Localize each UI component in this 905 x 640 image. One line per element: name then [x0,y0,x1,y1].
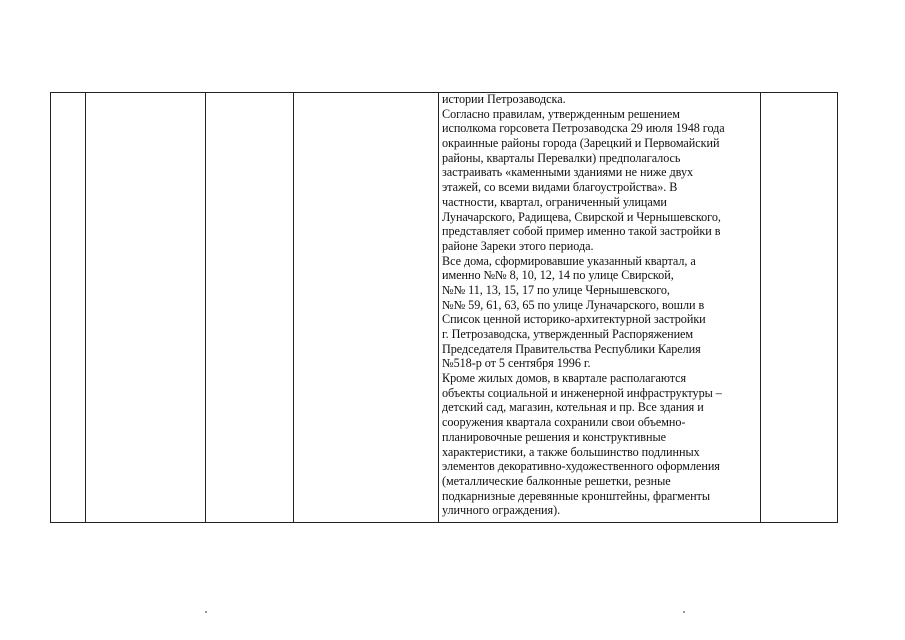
column-divider-5 [760,92,761,523]
text-line: этажей, со всеми видами благоустройства». В [442,180,678,195]
text-line: Список ценной историко-архитектурной застройки [442,312,706,327]
text-line: районе Зареки этого периода. [442,238,594,253]
text-line: г. Петрозаводска, утвержденный Распоряжением [442,327,694,341]
scan-speck [683,611,685,613]
text-line: элементов декоративно-художественного оформления [442,459,720,474]
text-line: районы, кварталы Перевалки) предполагалось [442,150,681,165]
text-line: Все дома, сформировавшие указанный квартал, а [442,253,696,268]
text-line: истории Петрозаводска. [442,92,566,106]
text-line: (металлические балконные решетки, резные [442,473,671,488]
text-line: Согласно правилам, утвержденным решением [442,106,680,121]
text-line: частности, квартал, ограниченный улицами [442,194,667,209]
text-line: детский сад, магазин, котельная и пр. Все здания и [442,400,704,415]
column-divider-3 [293,92,294,523]
text-line: исполкома горсовета Петрозаводска 29 июля 1948 года [442,121,725,136]
text-line: Кроме жилых домов, в квартале располагаются [442,371,687,386]
column-divider-2 [205,92,206,523]
text-line: окраинные районы города (Зарецкий и Первомайский [442,136,720,151]
scan-speck [205,611,207,613]
text-line: характеристики, а также большинство подлинных [442,444,700,459]
text-line: сооружения квартала сохранили свои объемно- [442,415,686,430]
text-line: Председателя Правительства Республики Карелия [442,341,701,356]
text-line: №518-р от 5 сентября 1996 г. [442,356,591,371]
description-cell [442,92,760,518]
text-line: №№ 11, 13, 15, 17 по улице Чернышевского, [442,282,670,297]
text-line: объекты социальной и инженерной инфраструктуры – [442,385,722,400]
text-line: подкарнизные деревянные кронштейны, фрагменты [442,488,710,503]
column-divider-4 [438,92,439,523]
text-line: планировочные решения и конструктивные [442,429,666,444]
column-divider-1 [85,92,86,523]
text-line: застраивать «каменными зданиями не ниже двух [442,165,694,180]
text-line: уличного ограждения). [442,503,561,518]
text-line: именно №№ 8, 10, 12, 14 по улице Свирской, [442,268,674,283]
text-line: представляет собой пример именно такой застройки в [442,224,721,239]
text-line: №№ 59, 61, 63, 65 по улице Луначарского, вошли в [442,297,705,312]
text-line: Луначарского, Радищева, Свирской и Чернышевского, [442,209,721,224]
